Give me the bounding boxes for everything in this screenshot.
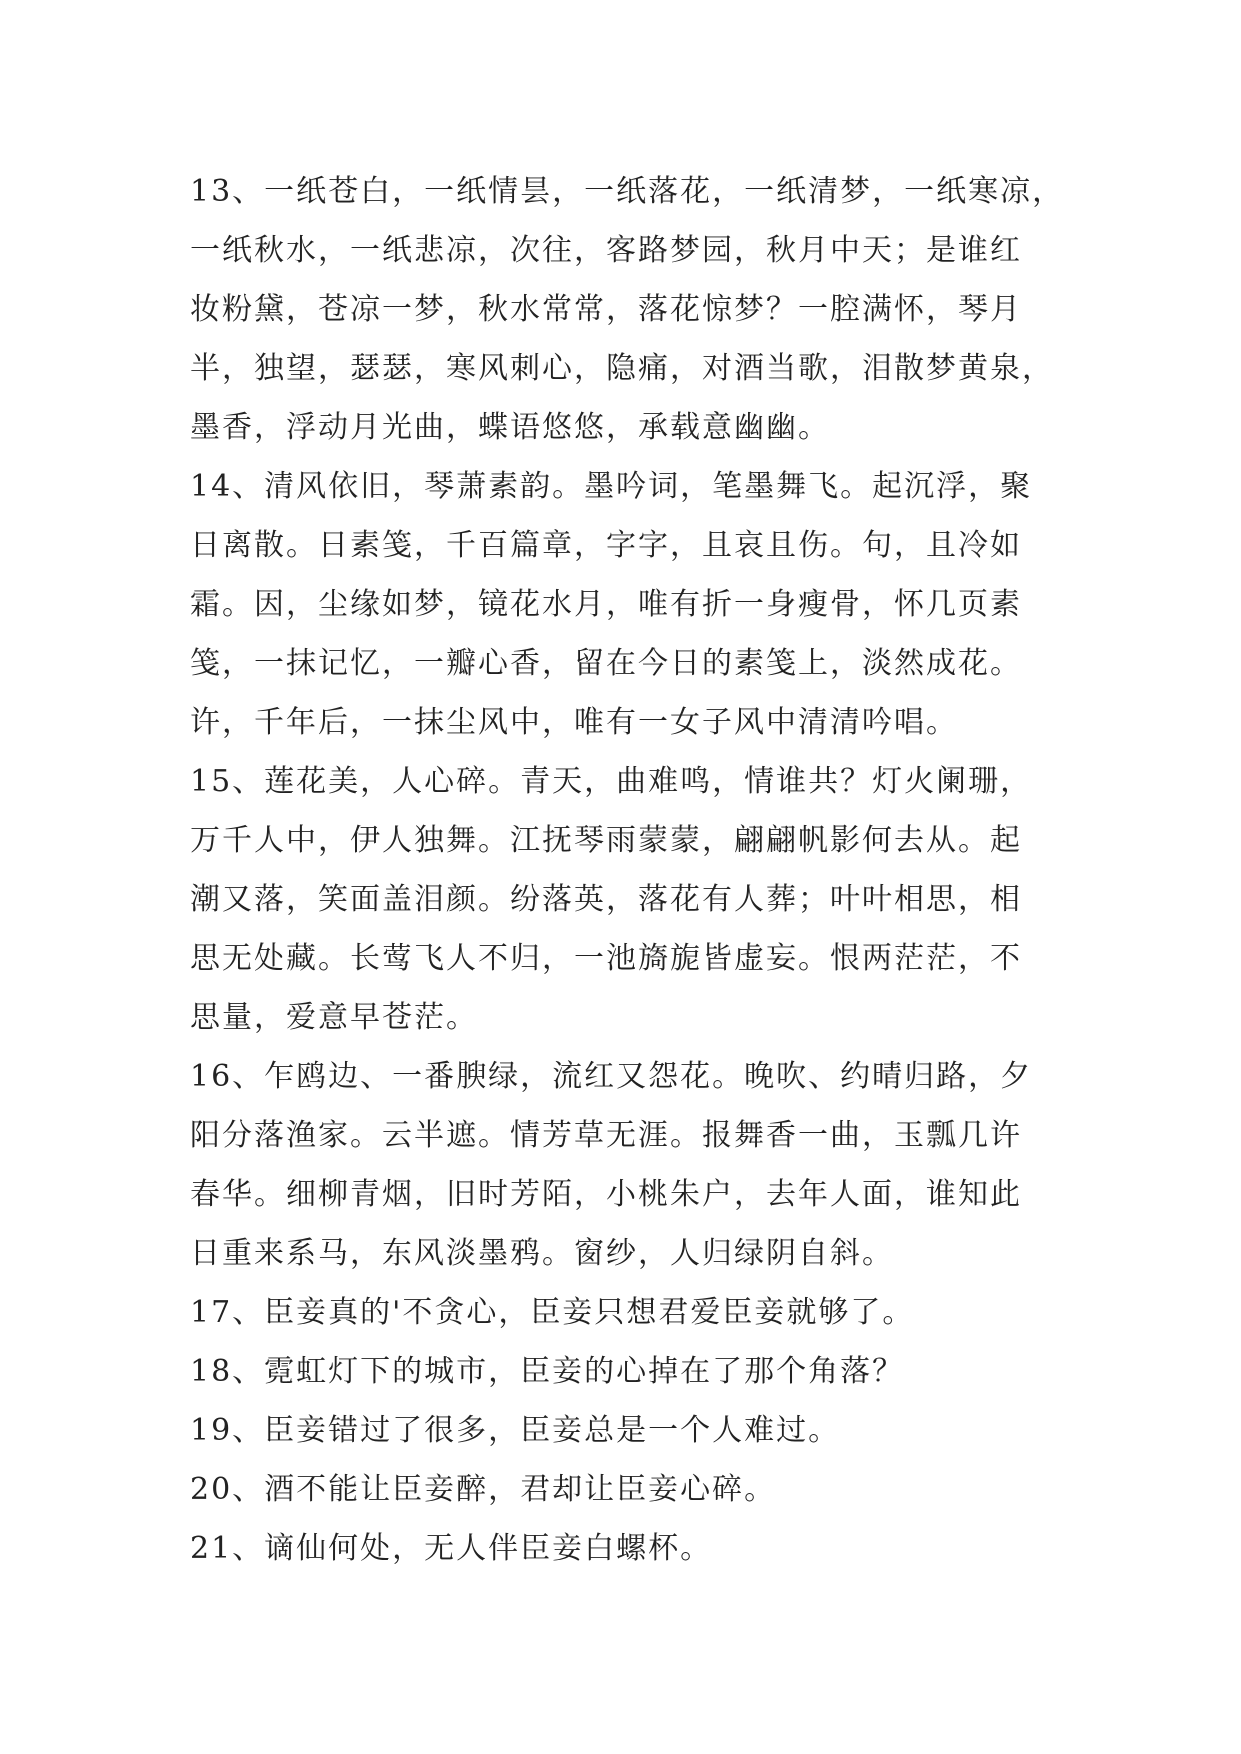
text-line: 思量，爱意早苍茫。 (190, 1000, 478, 1035)
text-line: 17、臣妾真的'不贪心，臣妾只想君爱臣妾就够了。 (190, 1295, 915, 1330)
text-line: 墨香，浮动月光曲，蝶语悠悠，承载意幽幽。 (190, 410, 830, 445)
text-line: 春华。细柳青烟，旧时芳陌，小桃朱户，去年人面，谁知此 (190, 1177, 1022, 1212)
text-line: 思无处藏。长莺飞人不归，一池旖旎皆虚妄。恨两茫茫，不 (190, 941, 1022, 976)
text-line: 笺，一抹记忆，一瓣心香，留在今日的素笺上，淡然成花。 (190, 646, 1022, 681)
text-line: 14、清风依旧，琴萧素韵。墨吟词，笔墨舞飞。起沉浮，聚 (190, 469, 1033, 504)
text-line: 16、乍鸥边、一番腴绿，流红又怨花。晚吹、约晴归路，夕 (190, 1059, 1033, 1094)
text-line: 日重来系马，东风淡墨鸦。窗纱，人归绿阴自斜。 (190, 1236, 894, 1271)
text-line: 阳分落渔家。云半遮。情芳草无涯。报舞香一曲，玉瓢几许 (190, 1118, 1022, 1153)
document-body (190, 162, 1065, 1578)
text-line: 万千人中，伊人独舞。江抚琴雨蒙蒙，翩翩帆影何去从。起 (190, 823, 1022, 858)
text-line: 霜。因，尘缘如梦，镜花水月，唯有折一身瘦骨，怀几页素 (190, 587, 1022, 622)
text-line: 15、莲花美，人心碎。青天，曲难鸣，情谁共？灯火阑珊， (190, 764, 1033, 799)
text-line: 许，千年后，一抹尘风中，唯有一女子风中清清吟唱。 (190, 705, 958, 740)
text-line: 半，独望，瑟瑟，寒风刺心，隐痛，对酒当歌，泪散梦黄泉， (190, 351, 1054, 386)
text-line: 21、谪仙何处，无人伴臣妾白螺杯。 (190, 1531, 713, 1566)
text-line: 潮又落，笑面盖泪颜。纷落英，落花有人葬；叶叶相思，相 (190, 882, 1022, 917)
text-line: 20、酒不能让臣妾醉，君却让臣妾心碎。 (190, 1472, 777, 1507)
text-line: 13、一纸苍白，一纸情昙，一纸落花，一纸清梦，一纸寒凉， (190, 174, 1065, 209)
text-line: 妆粉黛，苍凉一梦，秋水常常，落花惊梦？一腔满怀，琴月 (190, 292, 1022, 327)
text-line: 19、臣妾错过了很多，臣妾总是一个人难过。 (190, 1413, 841, 1448)
text-line: 日离散。日素笺，千百篇章，字字，且哀且伤。句，且冷如 (190, 528, 1022, 563)
text-line: 一纸秋水，一纸悲凉，次往，客路梦园，秋月中天；是谁红 (190, 233, 1022, 268)
text-line: 18、霓虹灯下的城市，臣妾的心掉在了那个角落？ (190, 1354, 905, 1389)
